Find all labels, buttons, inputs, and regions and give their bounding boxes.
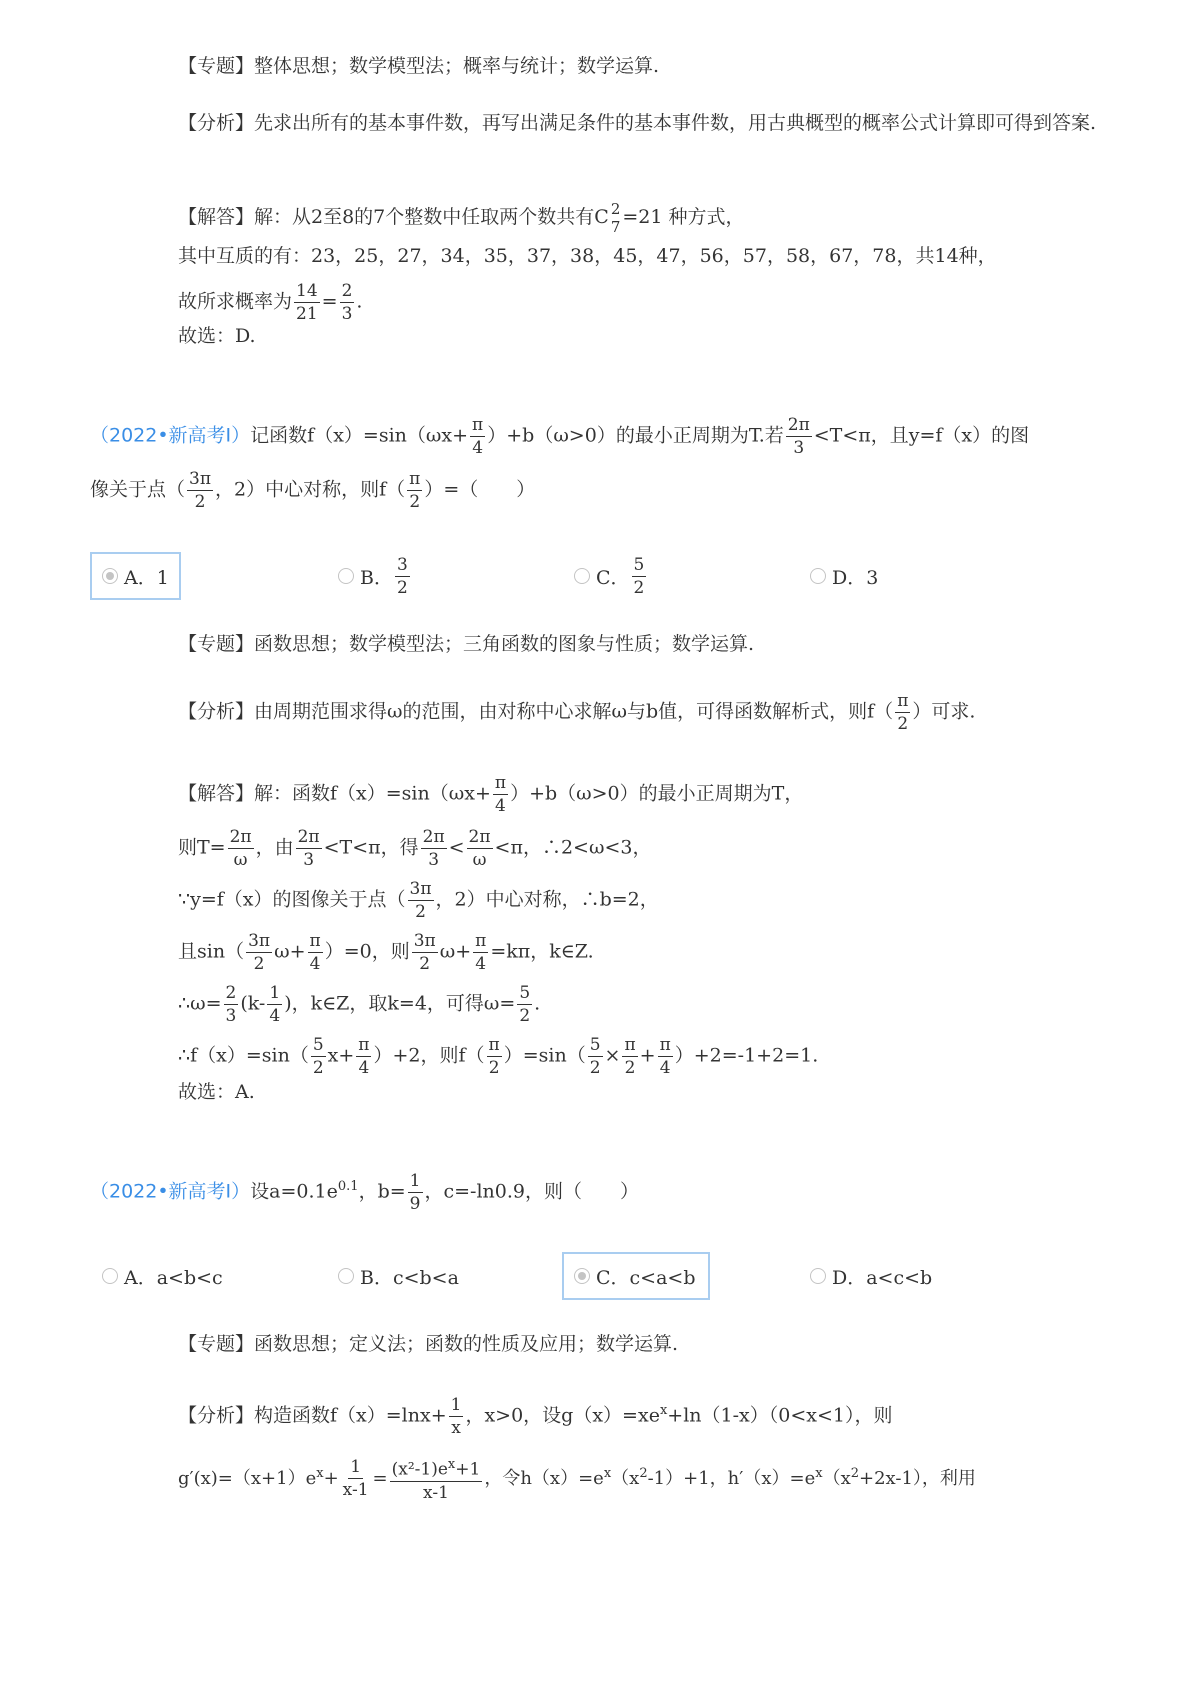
frac-den: 2	[415, 902, 426, 922]
radio-icon[interactable]	[102, 1268, 118, 1284]
option-label: A．a<b<c	[124, 1266, 223, 1289]
fraction-3pi-2	[412, 930, 438, 975]
frac-num: π	[488, 1035, 500, 1055]
ana-text: ，令h（x）=e	[484, 1467, 604, 1489]
ana-text: +2x-1），利用	[859, 1467, 976, 1489]
fraction-3-2	[395, 554, 410, 599]
frac-den: 2	[488, 1058, 500, 1078]
sol-text: ，由	[255, 836, 294, 859]
fraction-5-2	[517, 982, 532, 1027]
frac-den: 4	[269, 1006, 281, 1026]
q3-text: ，c=-ln0.9，则（ ）	[424, 1180, 640, 1203]
fraction-pi-2	[407, 468, 422, 513]
sol-text: ，2）中心对称，∴b=2，	[435, 888, 659, 911]
frac-num: π	[897, 691, 909, 711]
frac-num: 3π	[413, 931, 436, 951]
frac-num: 2π	[422, 827, 445, 847]
fraction-derivative	[390, 1454, 483, 1504]
frac-den: 4	[475, 954, 487, 974]
fraction-5-2	[588, 1034, 603, 1079]
frac-num: 5	[519, 983, 531, 1003]
q2-option-c[interactable]	[574, 552, 648, 600]
frac-num: π	[309, 931, 321, 951]
sol-text: ）+2=-1+2=1.	[674, 1044, 819, 1067]
q2-option-a[interactable]	[90, 552, 181, 600]
fraction-2pi-3	[786, 414, 812, 459]
fraction-pi-4	[308, 930, 323, 975]
frac-num: 2π	[297, 827, 320, 847]
equals: =	[321, 290, 338, 313]
q3-option-d[interactable]	[810, 1252, 932, 1300]
comb-top: 2	[610, 200, 621, 218]
q2-text: 像关于点（	[90, 478, 186, 501]
q2-text: <T<π，且y=f（x）的图	[813, 424, 1030, 447]
option-label: C．c<a<b	[596, 1266, 696, 1289]
frac-num: 2	[225, 983, 237, 1003]
frac-num: 3	[396, 554, 408, 575]
period: .	[356, 290, 363, 313]
frac-num: 3π	[409, 879, 432, 899]
frac-den: 2	[897, 714, 909, 734]
frac-num: π	[409, 469, 421, 489]
fraction-2pi-3	[421, 826, 447, 871]
sol-text: ）+b（ω>0）的最小正周期为T，	[510, 782, 804, 805]
fraction-pi-4	[470, 414, 485, 459]
q2-text: ）=（ ）	[424, 478, 536, 501]
sol-text: 且sin（	[178, 940, 245, 963]
sol-text: )，k∈Z，取k=4，可得ω=	[284, 992, 516, 1015]
question-2-line-1	[90, 414, 1110, 459]
frac-den: x-1	[423, 1482, 449, 1503]
fraction-1-9	[408, 1170, 423, 1215]
q2-analysis-text: ）可求.	[912, 700, 976, 723]
q2-solution-line-6	[178, 1034, 1108, 1079]
frac-num: 1	[450, 1395, 462, 1415]
fraction-2-3	[340, 280, 355, 325]
radio-icon[interactable]	[810, 568, 826, 584]
fraction-5-2	[311, 1034, 326, 1079]
ana-text: （x	[611, 1467, 640, 1489]
option-label: B．c<b<a	[360, 1266, 459, 1289]
q2-option-b[interactable]	[338, 552, 412, 600]
frac-num: 5	[633, 554, 645, 575]
frac-den: 2	[396, 577, 408, 598]
solution-1-l3-text: 故所求概率为	[178, 290, 293, 313]
exponent: 0.1	[337, 1179, 359, 1195]
frac-den: 9	[409, 1194, 421, 1214]
q3-text: 设a=0.1e	[250, 1180, 338, 1203]
frac-num: 3π	[248, 931, 271, 951]
frac-num: 2	[341, 281, 353, 301]
option-label: D．3	[832, 566, 879, 589]
ana-text: =	[372, 1467, 388, 1489]
question-3-line-1	[90, 1170, 1110, 1215]
frac-num: π	[624, 1035, 636, 1055]
option-label: B．	[360, 566, 393, 589]
frac-num: 1	[409, 1171, 421, 1191]
q3-analysis-line-2	[178, 1454, 1108, 1504]
solution-1-text: 【解答】解：从2至8的7个整数中任取两个数共有C	[178, 206, 609, 228]
solution-1-line-2: 其中互质的有：23，25，27，34，35，37，38，45，47，56，57，58，67，78，共14种，	[178, 245, 997, 267]
option-label: D．a<c<b	[832, 1266, 933, 1289]
q2-analysis-text: 【分析】由周期范围求得ω的范围，由对称中心求解ω与b值，可得函数解析式，则f（	[178, 700, 894, 723]
q2-solution-line-7: 故选：A.	[178, 1081, 255, 1103]
ana-text: +	[323, 1467, 339, 1489]
q3-option-b[interactable]	[338, 1252, 459, 1300]
sol-text: =kπ，k∈Z.	[490, 940, 594, 963]
sol-text: (k-	[240, 992, 266, 1015]
q3-option-c[interactable]	[562, 1252, 710, 1300]
fraction-pi-4	[473, 930, 488, 975]
fraction-1-4	[267, 982, 282, 1027]
frac-den: 2	[419, 954, 431, 974]
frac-den: 2	[633, 577, 645, 598]
frac-den: 4	[495, 796, 506, 816]
frac-den: 3	[793, 438, 805, 458]
frac-num: 1	[350, 1457, 362, 1478]
frac-den: 21	[296, 304, 318, 324]
q2-solution-line-2	[178, 826, 1108, 871]
sol-text: ∵y=f（x）的图像关于点（	[178, 888, 406, 911]
analysis-line-1: 【分析】先求出所有的基本事件数，再写出满足条件的基本事件数，用古典概型的概率公式计算即可得到答案.	[178, 112, 1097, 134]
frac-num: 2π	[229, 827, 252, 847]
topic-line-1: 【专题】整体思想；数学模型法；概率与统计；数学运算.	[178, 55, 660, 77]
fraction-pi-4	[356, 1034, 371, 1079]
ana-text: -1）+1，h′（x）=e	[647, 1467, 816, 1489]
sol-text: ∴ω=	[178, 992, 222, 1015]
sol-text: .	[534, 992, 541, 1015]
fraction-3pi-2	[246, 930, 272, 975]
frac-num: 5	[589, 1035, 601, 1055]
sol-text: <	[448, 836, 465, 859]
frac-den: 2	[519, 1006, 531, 1026]
frac-num: 5	[312, 1035, 324, 1055]
frac-den: 3	[225, 1006, 237, 1026]
frac-den: 2	[194, 492, 206, 512]
frac-num: 2π	[787, 415, 810, 435]
ana-text: （x	[822, 1467, 851, 1489]
fraction-3pi-2	[187, 468, 213, 513]
frac-den: ω	[233, 850, 248, 870]
sol-text: x+	[327, 1044, 355, 1067]
fraction-pi-2	[622, 1034, 637, 1079]
frac-den: 3	[428, 850, 440, 870]
fraction-14-21	[294, 280, 320, 325]
fraction-2pi-omega	[467, 826, 493, 871]
q2-analysis	[178, 690, 1108, 735]
q3-option-a[interactable]	[102, 1252, 223, 1300]
frac-num: π	[494, 773, 507, 793]
sol-text: ）=sin（	[503, 1044, 586, 1067]
q2-text: 记函数f（x）=sin（ωx+	[250, 424, 469, 447]
fraction-3pi-2	[408, 878, 434, 923]
exponent: 2	[639, 1465, 648, 1481]
sol-text: 【解答】解：函数f（x）=sin（ωx+	[178, 782, 491, 805]
frac-num: 1	[269, 983, 281, 1003]
frac-den: 3	[341, 304, 353, 324]
q2-topic: 【专题】函数思想；数学模型法；三角函数的图象与性质；数学运算.	[178, 633, 755, 655]
solution-1-line-4: 故选：D.	[178, 325, 256, 347]
solution-1-text-b: =21 种方式，	[622, 206, 745, 228]
sol-text: ）+2，则f（	[373, 1044, 485, 1067]
q2-text: ，2）中心对称，则f（	[215, 478, 406, 501]
question-source[interactable]: （2022•新高考Ⅰ）	[90, 1180, 251, 1203]
frac-num: 2π	[468, 827, 491, 847]
fraction-pi-2	[895, 690, 910, 735]
sol-text: ）=0，则	[324, 940, 410, 963]
sol-text: <T<π，得	[323, 836, 419, 859]
sol-text: <π，∴2<ω<3，	[494, 836, 652, 859]
radio-selected-icon[interactable]	[102, 568, 118, 584]
q2-solution-line-4	[178, 930, 1108, 975]
sol-text: ω+	[439, 940, 472, 963]
q2-option-d[interactable]	[810, 552, 878, 600]
radio-icon[interactable]	[810, 1268, 826, 1284]
frac-num: 14	[296, 281, 318, 301]
frac-den: 4	[472, 438, 484, 458]
fraction-2-3	[224, 982, 239, 1027]
solution-1-line-1	[178, 200, 1108, 236]
frac-num: π	[472, 415, 484, 435]
sol-text: 则T=	[178, 836, 226, 859]
fraction-1-over-x-1	[341, 1456, 371, 1501]
exponent: x	[815, 1465, 823, 1481]
frac-den: 3	[303, 850, 315, 870]
frac-den: 2	[624, 1058, 636, 1078]
frac-den: 2	[589, 1058, 601, 1078]
frac-num: π	[358, 1035, 370, 1055]
ana-text: 【分析】构造函数f（x）=lnx+	[178, 1404, 447, 1427]
ana-text: ，x>0，设g（x）=xe	[465, 1404, 660, 1427]
fraction-2pi-3	[296, 826, 322, 871]
num-text: +1	[455, 1459, 481, 1480]
q3-text: ，b=	[358, 1180, 406, 1203]
exponent: x	[659, 1403, 668, 1419]
fraction-1-x	[449, 1394, 464, 1439]
fraction-pi-4	[658, 1034, 673, 1079]
q3-topic: 【专题】函数思想；定义法；函数的性质及应用；数学运算.	[178, 1333, 679, 1355]
q2-text: ）+b（ω>0）的最小正周期为T.若	[487, 424, 784, 447]
frac-num	[390, 1454, 483, 1482]
fraction-2pi-omega	[228, 826, 254, 871]
frac-den: 2	[409, 492, 421, 512]
sol-text: ×	[604, 1044, 621, 1067]
radio-icon[interactable]	[338, 1268, 354, 1284]
frac-den: x-1	[342, 1480, 369, 1501]
ana-text: +ln（1-x）（0<x<1），则	[667, 1404, 893, 1427]
exponent: x	[603, 1465, 612, 1481]
frac-den: 4	[659, 1058, 671, 1078]
frac-num: π	[475, 931, 487, 951]
q3-analysis-line-1	[178, 1394, 1108, 1439]
frac-den: 4	[358, 1058, 370, 1078]
sol-text: ω+	[274, 940, 306, 963]
frac-den: 2	[253, 954, 265, 974]
question-2-line-2	[90, 468, 1110, 513]
fraction-5-2	[632, 554, 647, 599]
fraction-pi-2	[487, 1034, 502, 1079]
q2-solution-line-5	[178, 982, 1108, 1027]
frac-den: 4	[309, 954, 321, 974]
comb-bottom: 7	[610, 218, 621, 236]
exponent: x	[316, 1465, 324, 1481]
q2-solution-line-1	[178, 772, 1108, 817]
frac-num: π	[659, 1035, 671, 1055]
frac-num: 3π	[189, 469, 212, 489]
fraction-pi-4	[493, 772, 508, 817]
radio-icon[interactable]	[574, 568, 590, 584]
option-label: A．1	[124, 566, 169, 589]
radio-selected-icon[interactable]	[574, 1268, 590, 1284]
radio-icon[interactable]	[338, 568, 354, 584]
q2-solution-line-3	[178, 878, 1108, 923]
num-text: (x²-1)e	[391, 1459, 448, 1480]
ana-text: g′(x)=（x+1）e	[178, 1467, 317, 1489]
sol-text: +	[639, 1044, 656, 1067]
frac-den: ω	[472, 850, 487, 870]
exponent: 2	[850, 1465, 860, 1481]
option-label: C．	[596, 566, 630, 589]
question-source[interactable]: （2022•新高考Ⅰ）	[90, 424, 251, 447]
sol-text: ∴f（x）=sin（	[178, 1044, 309, 1067]
frac-den: x	[451, 1418, 461, 1438]
exponent: x	[447, 1457, 456, 1472]
combination-superscripts	[611, 200, 621, 236]
solution-1-line-3	[178, 280, 1108, 325]
frac-den: 2	[312, 1058, 324, 1078]
